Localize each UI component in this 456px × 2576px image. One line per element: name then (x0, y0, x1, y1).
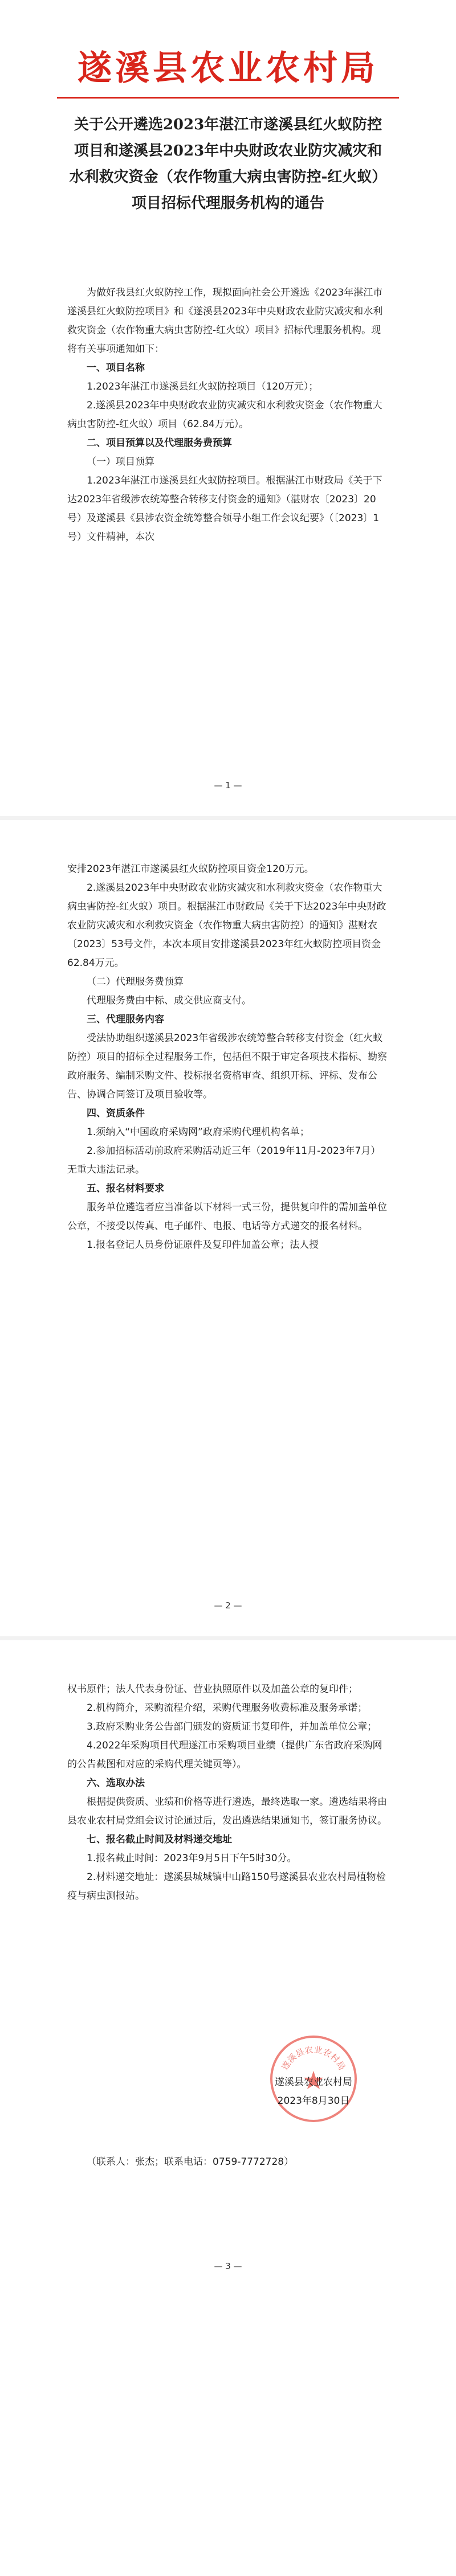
subheading-fee: （二）代理服务费预算 (87, 976, 184, 988)
page-2 (0, 820, 456, 1640)
page-number-1: — 1 — (214, 780, 242, 791)
deadline-item: 1.报名截止时间：2023年9月5日下午5时30分。 (87, 1853, 297, 1864)
page-1 (0, 0, 456, 820)
sign-organization: 遂溪县农业农村局 (275, 2077, 352, 2088)
section-heading-1: 一、项目名称 (87, 362, 145, 374)
service-paragraph: 受法协助组织遂溪县2023年省级涉农统筹整合转移支付资金（红火蚁防控）项目的招标全过程服务工作，包括但不限于审定各项技术指标、勘察政府服务、编制采购文件、投标报名资格审查、组织开标、评标、发布公告、协调合同签订及项目验收等。 (67, 1033, 387, 1100)
project-item-2: 2.遂溪县2023年中央财政农业防灾减灾和水利救灾资金（农作物重大病虫害防控-红火蚁）项目（62.84万元）。 (67, 400, 382, 430)
subheading-budget: （一）项目预算 (87, 456, 154, 468)
fee-paragraph: 代理服务费由中标、成交供应商支付。 (87, 995, 251, 1006)
sign-date: 2023年8月30日 (277, 2095, 350, 2107)
material-1: 1.报名登记人员身份证原件及复印件加盖公章；法人授 (87, 1239, 319, 1251)
masthead-red-line (57, 97, 399, 99)
section-heading-2: 二、项目预算以及代理服务费预算 (87, 437, 232, 449)
page-number-2: — 2 — (214, 1600, 242, 1611)
material-2: 2.机构简介，采购流程介绍，采购代理服务收费标准及服务承诺； (87, 1702, 368, 1714)
page-3 (0, 1640, 456, 2576)
masthead-title: 遂溪县农业农村局 (78, 48, 378, 88)
budget-paragraph-1: 1.2023年湛江市遂溪县红火蚁防控项目。根据湛江市财政局《关于下达2023年省级涉农统筹整合转移支付资金的通知》（湛财农〔2023〕20号）及遂溪县《县涉农资金统筹整合领导小组工作会议纪要》（〔2023〕1号）文件精神，本次 (67, 475, 382, 543)
page-3-body (67, 1680, 389, 1906)
section-heading-3: 三、代理服务内容 (87, 1014, 164, 1025)
contact-line (67, 2153, 389, 2172)
selection-paragraph: 根据提供资质、业绩和价格等进行遴选，最终选取一家。遴选结果将由县农业农村局党组会议讨论通过后，发出遴选结果通知书，签订服务协议。 (67, 1796, 387, 1826)
material-4: 4.2022年采购项目代理遂江市采购项目业绩（提供广东省政府采购网的公告截图和对应的采购代理关键页等）。 (67, 1740, 382, 1770)
page-2-body (67, 860, 389, 1255)
svg-text:遂溪县农业农村局: 遂溪县农业农村局 (279, 2044, 348, 2072)
qualification-1: 1.须纳入“中国政府采购网”政府采购代理机构名单； (87, 1127, 310, 1138)
project-item-1: 1.2023年湛江市遂溪县红火蚁防控项目（120万元）； (87, 381, 319, 392)
page-1-body (67, 284, 389, 547)
material-3: 3.政府采购业务公告部门颁发的资质证书复印件，并加盖单位公章； (87, 1721, 377, 1733)
budget-continuation: 安排2023年湛江市遂溪县红火蚁防控项目资金120万元。 (67, 863, 314, 875)
notice-title: 关于公开遴选2023年湛江市遂溪县红火蚁防控项目和遂溪县2023年中央财政农业防灾减灾和水利救灾资金（农作物重大病虫害防控-红火蚁）项目招标代理服务机构的通告 (69, 116, 387, 212)
section-heading-4: 四、资质条件 (87, 1108, 145, 1119)
intro-paragraph: 为做好我县红火蚁防控工作，现拟面向社会公开遴选《2023年湛江市遂溪县红火蚁防控项目》和《遂溪县2023年中央财政农业防灾减灾和水利救灾资金（农作物重大病虫害防控-红火蚁）项目》招标代理服务机构。现将有关事项通知如下： (67, 287, 383, 355)
contact-info: （联系人：张杰；联系电话：0759-7772728） (87, 2156, 294, 2168)
signature-block (239, 2073, 388, 2111)
address-item: 2.材料递交地址：遂溪县城城镇中山路150号遂溪县农业农村局植物检疫与病虫测报站。 (67, 1871, 386, 1902)
page-number-3: — 3 — (214, 2261, 242, 2271)
section-heading-5: 五、报名材料要求 (87, 1183, 164, 1194)
qualification-2: 2.参加招标活动前政府采购活动近三年（2019年11月-2023年7月）无重大违法记录。 (67, 1145, 381, 1176)
section-heading-6: 六、选取办法 (87, 1778, 145, 1789)
budget-paragraph-2: 2.遂溪县2023年中央财政农业防灾减灾和水利救灾资金（农作物重大病虫害防控-红火蚁）项目。根据湛江市财政局《关于下达2023年中央财政农业防灾减灾和水利救灾资金（农作物重大病虫害防控）的通知》湛财农〔2023〕53号文件，本次本项目安排遂溪县2023年红火蚁防控项目资金62.84万元。 (67, 882, 386, 969)
section-heading-7: 七、报名截止时间及材料递交地址 (87, 1834, 232, 1845)
requirements-paragraph: 服务单位遴选者应当准备以下材料一式三份，提供复印件的需加盖单位公章，不接受以传真、电子邮件、电报、电话等方式递交的报名材料。 (67, 1202, 387, 1232)
material-1-continuation: 权书原件；法人代表身份证、营业执照原件以及加盖公章的复印件； (67, 1684, 358, 1695)
